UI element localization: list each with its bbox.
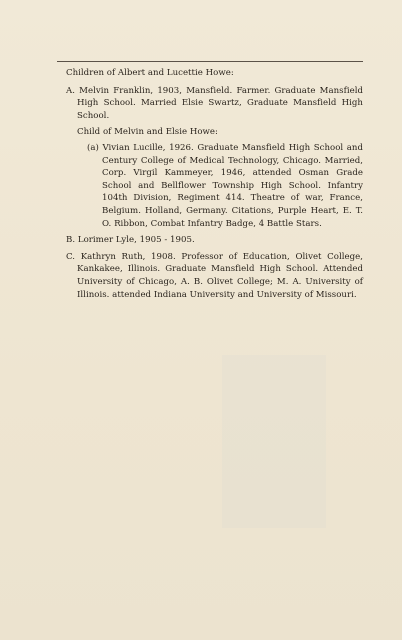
entry-a [66, 85, 363, 123]
sub-entry-label: (a) [87, 142, 99, 153]
entry-a-text: Melvin Franklin, 1903, Mansfield. Farmer. Graduate Mansfield High School. Married Elsie Swartz, Graduate Mansfield High School. [77, 85, 363, 121]
entry-b-text: Lorimer Lyle, 1905 - 1905. [77, 235, 195, 246]
sub-entry-a [87, 142, 363, 230]
entry-b-label: B. [66, 235, 76, 246]
top-rule [57, 61, 363, 62]
sub-entry-text: Vivian Lucille, 1926. Graduate Mansfield High School and Century College of Medical Technology, Chicago. Married, Corp. Virgil Kammeyer, 1946, attended Osman Grade School and Bellflower Township High School. Infantry 104th Division, Regiment 414. Theatre of war, France, Belgium. Holland, Germany. Citations, Purple Heart, E. T. O. Ribbon, Combat Infantry Badge, 4 Battle Stars. [102, 142, 363, 229]
intro-heading: Children of Albert and Lucettie Howe: [66, 68, 234, 78]
entry-b [66, 234, 363, 247]
entry-c-label: C. [66, 251, 76, 262]
genealogy-text [66, 67, 363, 305]
entry-c [66, 251, 363, 301]
entry-c-text: Kathryn Ruth, 1908. Professor of Education, Olivet College, Kankakee, Illinois. Graduate Mansfield High School. Attended University of Chicago, A. B. Olivet College; M. A. University of Illinois. attended Indiana University and University of Missouri. [77, 251, 363, 300]
paper-stain [222, 355, 326, 528]
child-heading: Child of Melvin and Elsie Howe: [77, 127, 218, 138]
entry-a-label: A. [66, 85, 75, 96]
